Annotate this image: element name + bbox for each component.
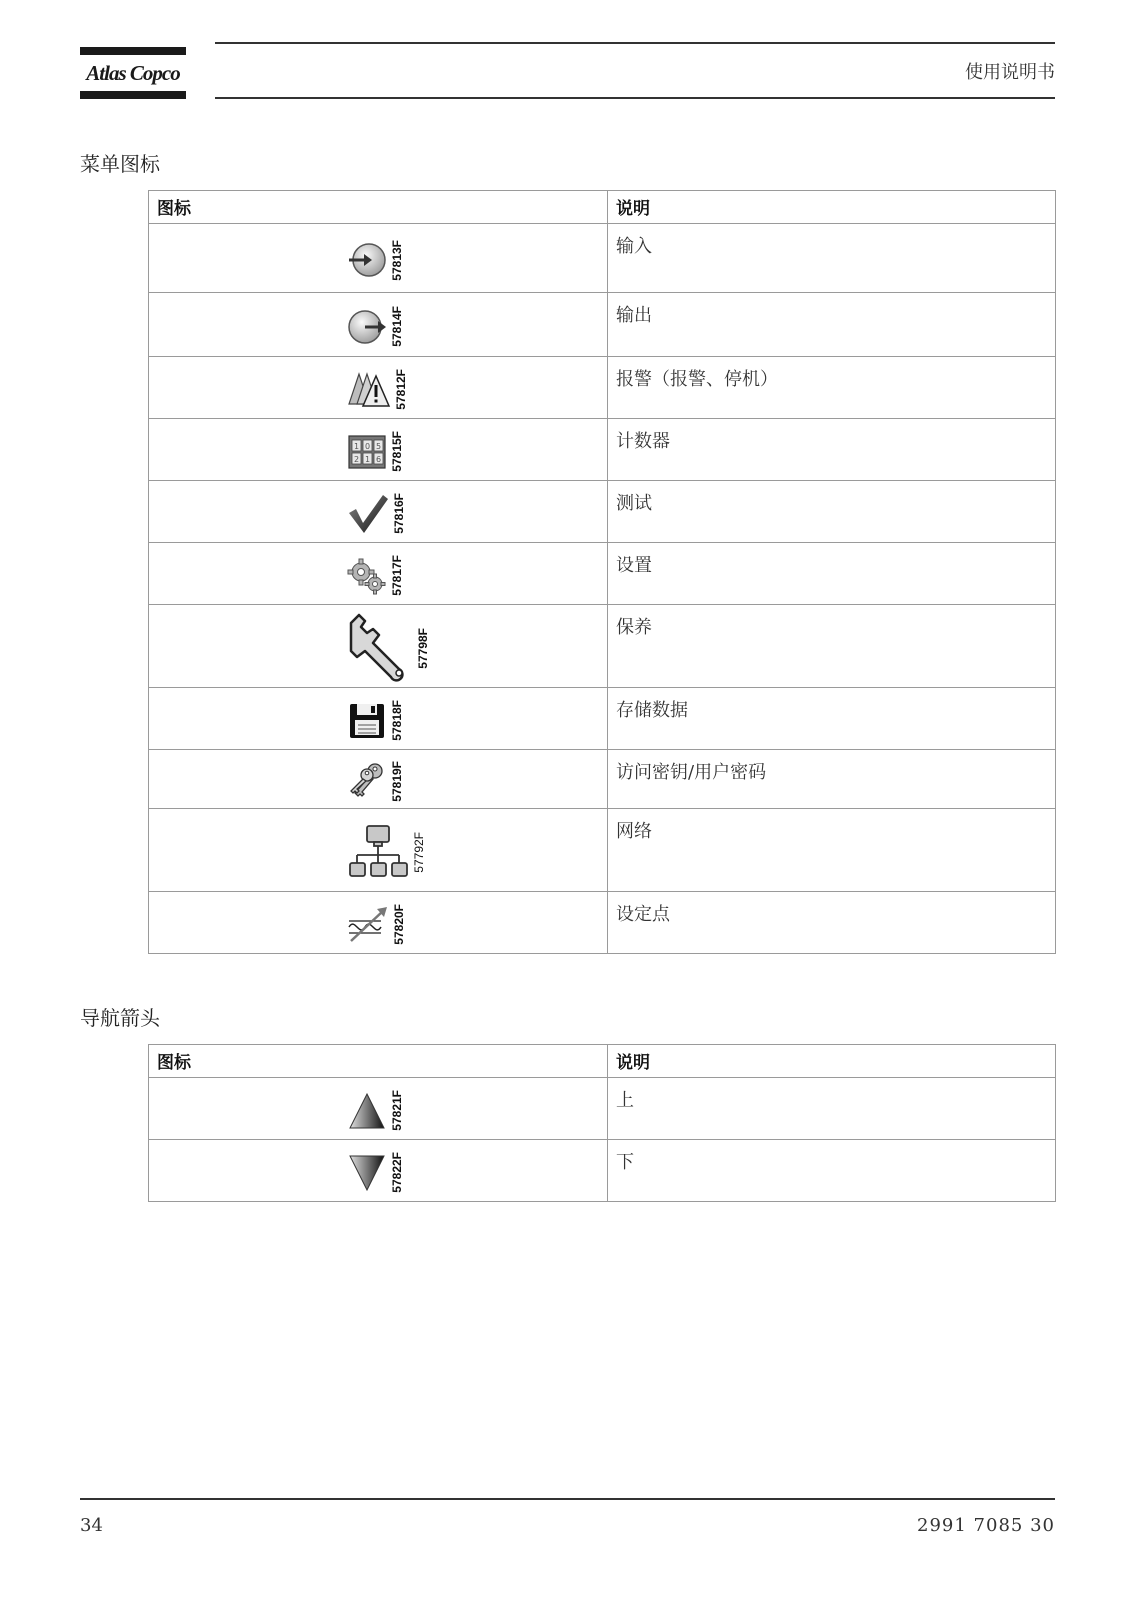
table-row — [149, 688, 1056, 750]
description-cell: 网络 — [608, 809, 1056, 892]
wrench-icon — [347, 613, 413, 683]
description-cell: 上 — [608, 1078, 1056, 1140]
icon-code: 57815F — [390, 431, 404, 472]
table-row — [149, 293, 1056, 357]
icon-cell — [149, 419, 608, 481]
icon-cell — [149, 481, 608, 543]
description-cell: 设置 — [608, 543, 1056, 605]
description-cell: 输出 — [608, 293, 1056, 357]
icon-code: 57798F — [416, 627, 430, 669]
table-row — [149, 1140, 1056, 1202]
icon-code: 57820F — [392, 904, 406, 945]
description-cell: 下 — [608, 1140, 1056, 1202]
table-row — [149, 419, 1056, 481]
table-row — [149, 357, 1056, 419]
header-rule-bottom — [215, 97, 1055, 99]
checkmark-icon — [347, 493, 389, 535]
logo-wordmark: Atlas Copco — [86, 61, 180, 85]
gears-icon — [347, 556, 387, 596]
icon-cell — [149, 1078, 608, 1140]
setpoint-icon — [347, 905, 389, 945]
svg-text:5: 5 — [375, 441, 382, 451]
floppy-disk-icon — [347, 701, 387, 741]
description-cell: 计数器 — [608, 419, 1056, 481]
icon-code: 57813F — [390, 239, 404, 281]
counter-icon — [347, 432, 387, 472]
icon-cell — [149, 809, 608, 892]
footer-rule — [80, 1498, 1055, 1500]
description-cell: 保养 — [608, 605, 1056, 688]
svg-text:1: 1 — [364, 454, 371, 464]
svg-text:0: 0 — [364, 441, 371, 451]
column-header-icon: 图标 — [149, 1045, 608, 1078]
table-row — [149, 605, 1056, 688]
description-cell: 存储数据 — [608, 688, 1056, 750]
keys-icon — [347, 761, 387, 801]
icon-code: 57792F — [412, 831, 426, 873]
menu-icons-heading: 菜单图标 — [80, 152, 160, 176]
description-cell: 访问密钥/用户密码 — [608, 750, 1056, 809]
table-row — [149, 224, 1056, 293]
table-header-row — [149, 191, 1056, 224]
table-header-row — [149, 1045, 1056, 1078]
document-title: 使用说明书 — [965, 62, 1055, 83]
warning-triangles-icon — [347, 370, 391, 410]
nav-arrows-table — [148, 1044, 1056, 1202]
icon-code: 57819F — [390, 760, 404, 802]
icon-cell — [149, 293, 608, 357]
icon-code: 57812F — [394, 369, 408, 410]
table-row — [149, 750, 1056, 809]
page-number: 34 — [80, 1515, 103, 1536]
icon-cell — [149, 750, 608, 809]
logo-bar-top — [80, 47, 186, 55]
description-cell: 输入 — [608, 224, 1056, 293]
svg-text:6: 6 — [375, 454, 382, 464]
icon-code: 57821F — [390, 1090, 404, 1131]
icon-cell — [149, 1140, 608, 1202]
description-cell: 设定点 — [608, 892, 1056, 954]
column-header-description: 说明 — [608, 1045, 1056, 1078]
network-icon — [347, 823, 409, 881]
icon-cell — [149, 224, 608, 293]
table-row — [149, 481, 1056, 543]
logo-bar-bottom — [80, 91, 186, 99]
arrow-down-icon — [347, 1153, 387, 1193]
svg-text:2: 2 — [353, 454, 360, 464]
table-row — [149, 543, 1056, 605]
import-icon — [347, 240, 387, 280]
atlas-copco-logo — [80, 47, 186, 101]
column-header-description: 说明 — [608, 191, 1056, 224]
document-number: 2991 7085 30 — [917, 1515, 1055, 1536]
description-cell: 测试 — [608, 481, 1056, 543]
menu-icons-table — [148, 190, 1056, 954]
arrow-up-icon — [347, 1091, 387, 1131]
header-rule-top — [215, 42, 1055, 44]
icon-cell — [149, 357, 608, 419]
icon-code: 57814F — [390, 306, 404, 347]
svg-text:1: 1 — [353, 441, 360, 451]
column-header-icon: 图标 — [149, 191, 608, 224]
icon-code: 57818F — [390, 700, 404, 741]
nav-arrows-heading: 导航箭头 — [80, 1006, 160, 1030]
icon-code: 57816F — [392, 493, 406, 534]
description-cell: 报警（报警、停机） — [608, 357, 1056, 419]
icon-cell — [149, 892, 608, 954]
icon-code: 57822F — [390, 1152, 404, 1193]
export-icon — [347, 307, 387, 347]
icon-cell — [149, 605, 608, 688]
table-row — [149, 892, 1056, 954]
icon-cell — [149, 688, 608, 750]
icon-code: 57817F — [390, 555, 404, 596]
table-row — [149, 809, 1056, 892]
icon-cell — [149, 543, 608, 605]
table-row — [149, 1078, 1056, 1140]
